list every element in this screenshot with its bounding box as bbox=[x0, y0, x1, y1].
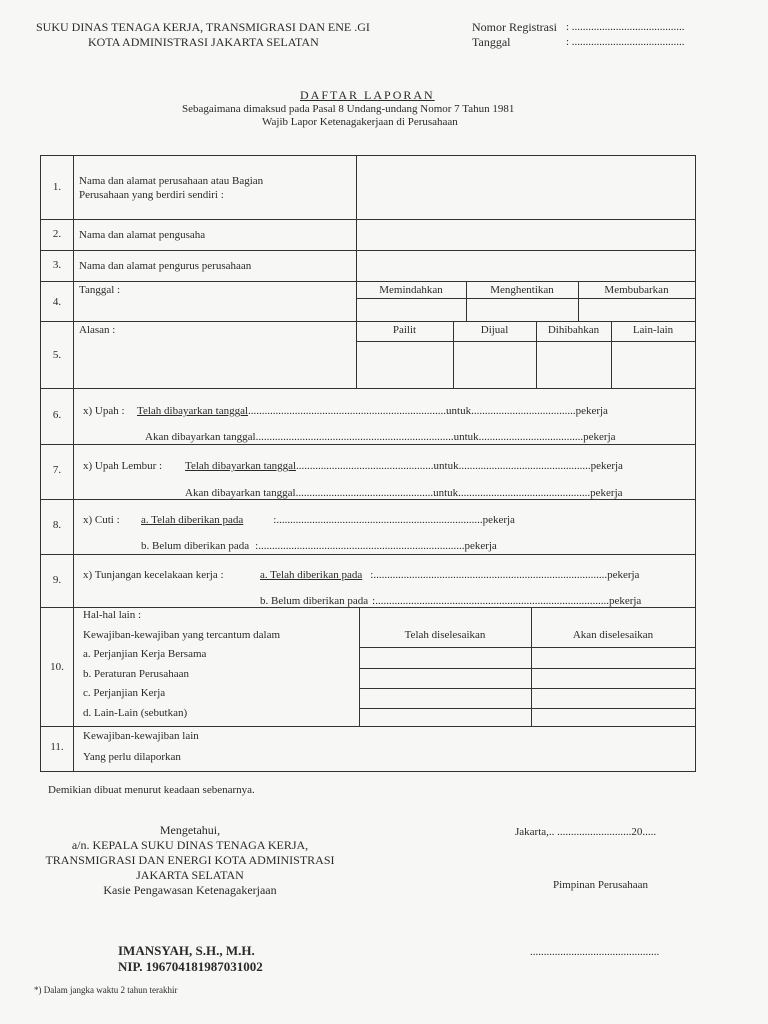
row-number-10: 10. bbox=[50, 661, 64, 673]
row8-line1: a. Telah diberikan pada :...........................................................................pekerja bbox=[141, 514, 515, 526]
left-signature-block bbox=[30, 823, 350, 898]
row10-item-b: b. Peraturan Perusahaan bbox=[83, 668, 189, 680]
row11-line1: Kewajiban-kewajiban lain bbox=[83, 730, 199, 742]
row9-given-label: a. Telah diberikan pada bbox=[260, 569, 363, 581]
row8-prefix: x) Cuti : bbox=[83, 514, 120, 526]
row8-not-given-label: b. Belum diberikan pada bbox=[141, 540, 250, 552]
row9-line1: a. Telah diberikan pada :.....................................................................................pekerja bbox=[260, 569, 640, 581]
option-lain-lain: Lain-lain bbox=[632, 324, 674, 336]
row8-given-label: a. Telah diberikan pada bbox=[141, 514, 244, 526]
row7-line1: Telah dibayarkan tanggal..................................................untuk................................................pekerja bbox=[185, 460, 623, 472]
column-to-complete: Akan diselesaikan bbox=[572, 629, 654, 641]
official-title-line4: Kasie Pengawasan Ketenagakerjaan bbox=[103, 883, 277, 897]
official-title-line3: JAKARTA SELATAN bbox=[136, 868, 244, 882]
row-number-11: 11. bbox=[50, 741, 64, 753]
row8-line2: b. Belum diberikan pada :...........................................................................pekerja bbox=[141, 540, 497, 552]
row11-line2: Yang perlu dilaporkan bbox=[83, 751, 181, 763]
option-membubarkan: Membubarkan bbox=[604, 284, 669, 296]
row1-label-line2: Perusahaan yang berdiri sendiri : bbox=[79, 189, 224, 201]
row7-will-pay-label: Akan dibayarkan tanggal bbox=[185, 487, 296, 499]
row2-label: Nama dan alamat pengusaha bbox=[79, 229, 206, 241]
footnote: *) Dalam jangka waktu 2 tahun terakhir bbox=[34, 985, 178, 995]
option-menghentikan: Menghentikan bbox=[490, 284, 554, 296]
row10-subheading: Kewajiban-kewajiban yang tercantum dalam bbox=[83, 629, 281, 641]
official-title-line2: TRANSMIGRASI DAN ENERGI KOTA ADMINISTRASI bbox=[45, 853, 335, 867]
company-leader-title: Pimpinan Perusahaan bbox=[553, 879, 649, 891]
org-name-line1: SUKU DINAS TENAGA KERJA, TRANSMIGRASI DAN ENE .GI bbox=[36, 20, 370, 34]
row9-line2: b. Belum diberikan pada :.....................................................................................pekerja bbox=[260, 595, 642, 607]
row6-line1: Telah dibayarkan tanggal........................................................................untuk......................................pekerja bbox=[137, 405, 608, 417]
row4-date-label: Tanggal : bbox=[79, 284, 121, 296]
option-dijual: Dijual bbox=[480, 324, 509, 336]
row7-line2: Akan dibayarkan tanggal..................................................untuk................................................pekerja bbox=[185, 487, 623, 499]
row9-prefix: x) Tunjangan kecelakaan kerja : bbox=[83, 569, 224, 581]
row-number-1: 1. bbox=[52, 181, 62, 193]
signer-name: IMANSYAH, S.H., M.H. bbox=[118, 943, 255, 958]
column-completed: Telah diselesaikan bbox=[404, 629, 486, 641]
row1-label-line1: Nama dan alamat perusahaan atau Bagian bbox=[79, 175, 264, 187]
row7-prefix: x) Upah Lembur : bbox=[83, 460, 163, 472]
row-number-9: 9. bbox=[52, 574, 62, 586]
option-dihibahkan: Dihibahkan bbox=[547, 324, 600, 336]
option-pailit: Pailit bbox=[392, 324, 417, 336]
report-form-table bbox=[40, 155, 696, 772]
registration-value: : ......................................... bbox=[566, 21, 685, 33]
row-number-7: 7. bbox=[52, 464, 62, 476]
row10-item-d: d. Lain-Lain (sebutkan) bbox=[83, 707, 188, 719]
date-label: Tanggal bbox=[472, 35, 511, 49]
row3-label: Nama dan alamat pengurus perusahaan bbox=[79, 260, 252, 272]
row9-not-given-label: b. Belum diberikan pada bbox=[260, 595, 369, 607]
signer-nip: NIP. 196704181987031002 bbox=[118, 959, 263, 974]
row6-paid-label: Telah dibayarkan tanggal bbox=[137, 405, 249, 417]
org-name-line2: KOTA ADMINISTRASI JAKARTA SELATAN bbox=[88, 35, 319, 49]
date-value: : ......................................... bbox=[566, 36, 685, 48]
acknowledged-label: Mengetahui, bbox=[159, 823, 221, 837]
form-title: DAFTAR LAPORAN bbox=[300, 88, 435, 102]
row7-paid-label: Telah dibayarkan tanggal bbox=[185, 460, 297, 472]
company-signature-line: ............................................... bbox=[530, 946, 660, 958]
option-memindahkan: Memindahkan bbox=[379, 284, 443, 296]
row-number-4: 4. bbox=[52, 296, 62, 308]
form-subtitle-purpose: Wajib Lapor Ketenagakerjaan di Perusahaan bbox=[262, 116, 458, 128]
row-number-3: 3. bbox=[52, 259, 62, 271]
row6-line2: Akan dibayarkan tanggal........................................................................untuk......................................pekerja bbox=[145, 431, 616, 443]
registration-label: Nomor Registrasi bbox=[472, 20, 557, 34]
row5-reason-label: Alasan : bbox=[79, 324, 116, 336]
official-title-line1: a/n. KEPALA SUKU DINAS TENAGA KERJA, bbox=[71, 838, 309, 852]
row10-item-a: a. Perjanjian Kerja Bersama bbox=[83, 648, 207, 660]
row6-prefix: x) Upah : bbox=[83, 405, 125, 417]
form-subtitle-law: Sebagaimana dimaksud pada Pasal 8 Undang-undang Nomor 7 Tahun 1981 bbox=[182, 103, 515, 115]
row-number-6: 6. bbox=[52, 409, 62, 421]
closing-statement: Demikian dibuat menurut keadaan sebenarnya. bbox=[48, 784, 255, 796]
row-number-8: 8. bbox=[52, 519, 62, 531]
row-number-2: 2. bbox=[52, 228, 62, 240]
row10-heading: Hal-hal lain : bbox=[83, 609, 142, 621]
place-date-field: Jakarta,.. ...........................20..... bbox=[515, 826, 657, 838]
row6-will-pay-label: Akan dibayarkan tanggal bbox=[145, 431, 256, 443]
row10-item-c: c. Perjanjian Kerja bbox=[83, 687, 166, 699]
row-number-5: 5. bbox=[52, 349, 62, 361]
